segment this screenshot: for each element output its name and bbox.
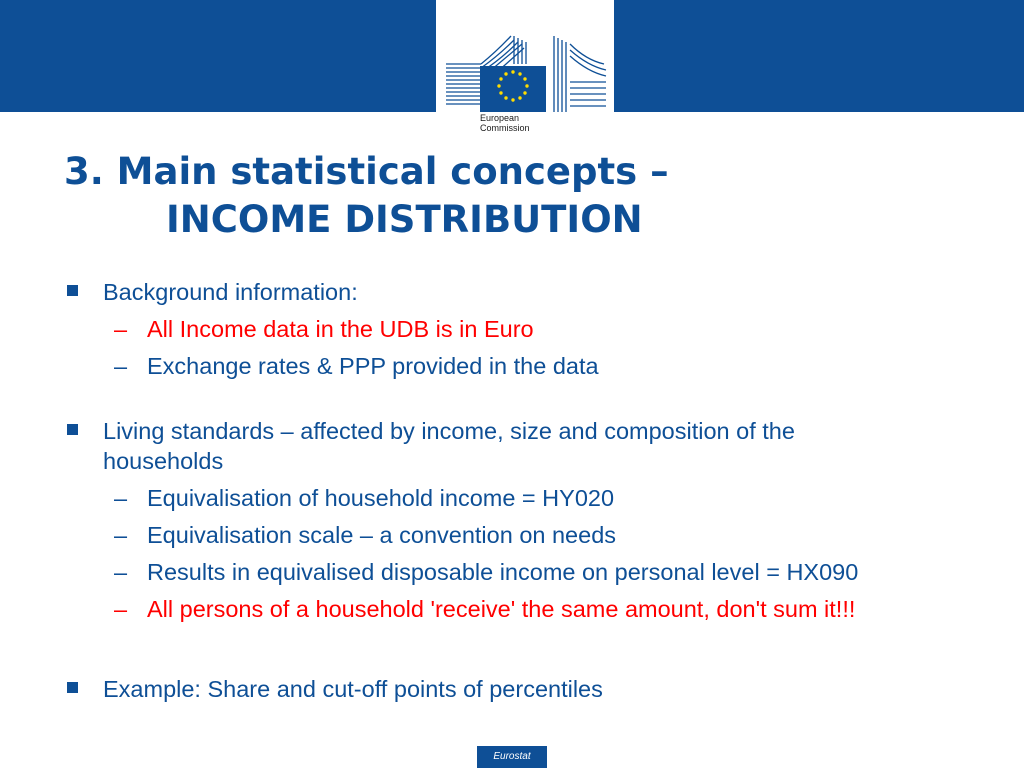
dash-marker: –: [114, 316, 128, 342]
dash-marker: –: [114, 522, 128, 548]
eurostat-footer-tag: Eurostat: [477, 746, 547, 768]
list-item-text: All Income data in the UDB is in Euro: [147, 316, 534, 342]
list-item-text: Results in equivalised disposable income on personal level = HX090: [147, 559, 859, 585]
list-item: [114, 520, 1014, 550]
dash-marker: –: [114, 559, 128, 585]
logo-text: [480, 113, 530, 133]
dash-marker: –: [114, 596, 128, 622]
eu-building-flag-icon: [436, 0, 614, 112]
list-item-text: All persons of a household 'receive' the same amount, don't sum it!!!: [147, 596, 856, 622]
list-item: [114, 483, 1014, 513]
dash-marker: –: [114, 353, 128, 379]
section-example-label: Example: Share and cut-off points of percentiles: [103, 676, 603, 702]
logo-text-line1: European: [480, 113, 520, 123]
slide-title-line2: INCOME DISTRIBUTION: [166, 198, 643, 241]
dash-marker: –: [114, 485, 128, 511]
list-item-text: Equivalisation of household income = HY020: [147, 485, 615, 511]
list-item-text: Exchange rates & PPP provided in the data: [147, 353, 599, 379]
slide-title: [64, 148, 964, 244]
section-background-label: Background information:: [103, 279, 358, 305]
bullet-square-icon: [67, 285, 78, 296]
section-label-line1: Living standards – affected by income, size and composition of the: [103, 418, 795, 444]
logo-text-line2: Commission: [480, 123, 530, 133]
section-label-line2: households: [103, 448, 224, 474]
slide-title-line1: 3. Main statistical concepts –: [64, 150, 669, 193]
list-item: [114, 557, 1014, 587]
list-item: [114, 314, 1014, 344]
list-item: [114, 351, 1014, 381]
bullet-square-icon: [67, 682, 78, 693]
list-item-text: Equivalisation scale – a convention on needs: [147, 522, 617, 548]
list-item: [114, 594, 1014, 624]
section-living-standards-label: [103, 416, 983, 476]
european-commission-logo: [436, 0, 614, 140]
bullet-square-icon: [67, 424, 78, 435]
